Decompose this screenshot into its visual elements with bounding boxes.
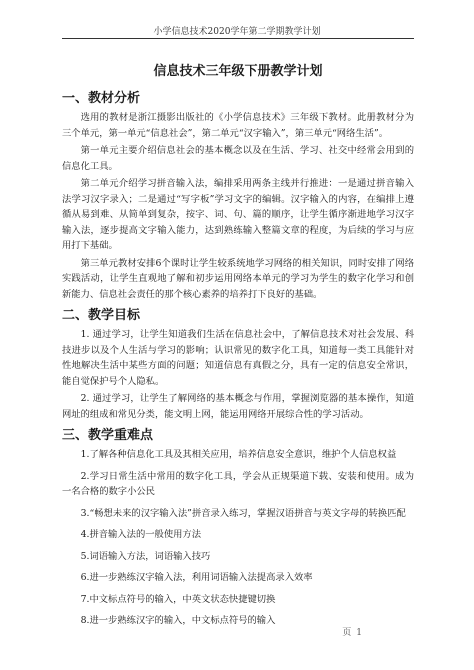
page-number: 1 [356,628,362,638]
document-title: 信息技术三年级下册教学计划 [153,64,323,79]
paragraph: 第二单元介绍学习拼音输入法，编排采用两条主线并行推进：一是通过拼音输入法学习汉字录入；二是通过“写字板”学习文字的编辑。汉字输入的内容，在编排上遵循从易到难、从简单到复杂，按字、词、句、篇的顺序，让学生循序渐进地学习汉字输入法，逐步提高文字输入能力，达到熟练输入整篇文章的程度，为后续的学习与应用打下基础。 [62,178,414,251]
goal-paragraph: 2. 通过学习，让学生了解网络的基本概念与作用，掌握浏览器的基本操作，知道网址的组成和常见分类，能文明上网，能运用网络开展综合性的学习活动。 [62,393,414,420]
page-label: 页 [342,628,352,638]
key-point-item: 6.进一步熟练汉字输入法，利用词语输入法提高录入效率 [80,572,313,583]
page-footer [342,625,362,638]
document-body [62,60,414,635]
key-point-item: 3.“畅想未来的汉字输入法”拼音录入练习，掌握汉语拼音与英文字母的转换匹配 [80,507,406,519]
goal-paragraph: 1. 通过学习，让学生知道我们生活在信息社会中，了解信息技术对社会发展、科技进步以及个人生活与学习的影响；认识常见的数字化工具，知道每一类工具能针对性地解决生活中某些方面的问题；知道信息有真假之分，具有一定的信息安全常识，能自觉保护号个人隐私。 [62,329,414,387]
section-heading-teaching-goals: 二、教学目标 [62,308,141,323]
key-point-item: 8.进一步熟练汉字的输入，中文标点符号的输入 [80,615,276,626]
section-heading-textbook-analysis: 一、教材分析 [62,91,141,106]
key-point-item: 5.词语输入方法，词语输入技巧 [80,550,211,562]
key-point-item: 7.中文标点符号的输入，中英文状态快捷键切换 [80,593,276,605]
key-point-item: 1.了解各种信息化工具及其相关应用，培养信息安全意识，维护个人信息权益 [80,449,397,460]
key-point-item: 2.学习日常生活中常用的数字化工具，学会从正规渠道下载、安装和使用。成为一名合格的数字小公民 [62,470,414,497]
section-heading-key-points: 三、教学重难点 [62,428,154,443]
paragraph: 选用的教材是浙江摄影出版社的《小学信息技术》三年级下教材。此册教材分为三个单元，第一单元“信息社会”，第二单元“汉字输入”，第三单元“网络生活”。 [62,112,414,139]
paragraph: 第一单元主要介绍信息社会的基本概念以及在生活、学习、社交中经常会用到的信息化工具。 [62,145,414,172]
running-header: 小学信息技术2020学年第二学期教学计划 [153,27,321,37]
paragraph: 第三单元教材安排6个课时让学生较系统地学习网络的相关知识，同时安排了网络实践活动，让学生直观地了解和初步运用网络本单元的学习为学生的数字化学习和创新能力、信息社会责任的那个核心素养的培养打下良好的基础。 [62,257,414,300]
header-divider [62,38,414,39]
key-point-item: 4.拼音输入法的一般使用方法 [80,529,202,540]
